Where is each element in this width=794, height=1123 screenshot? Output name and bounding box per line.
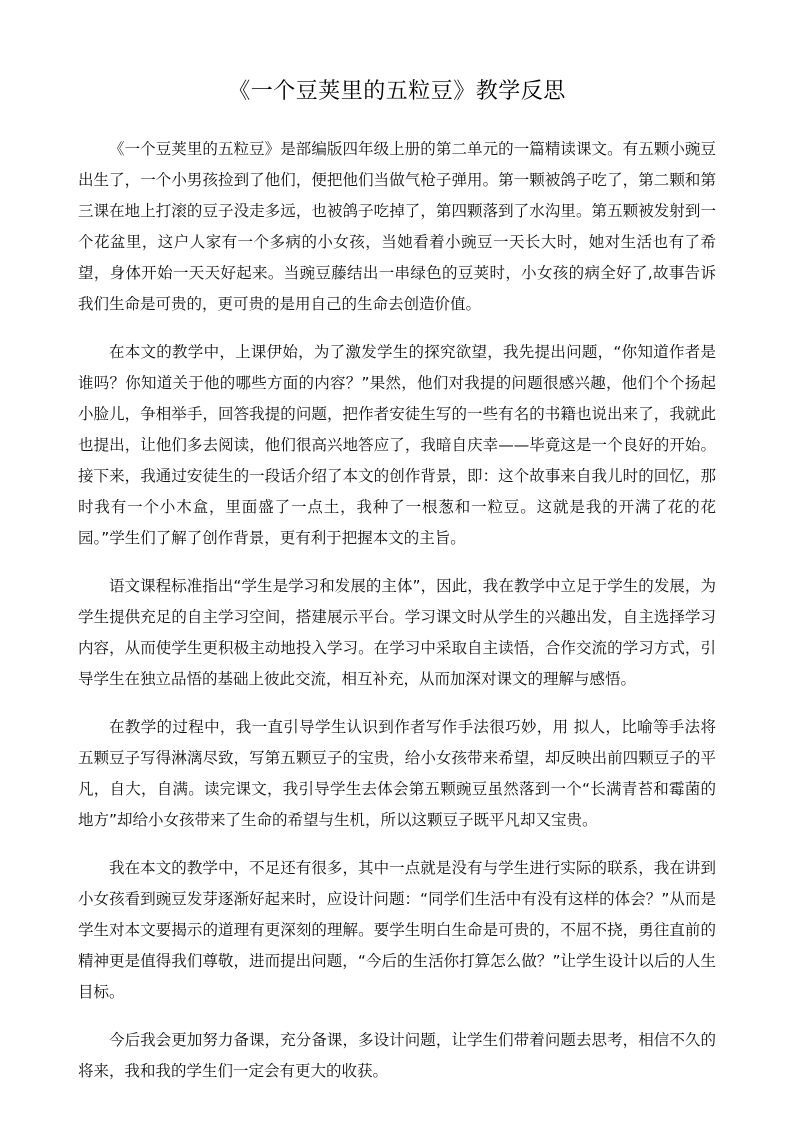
paragraph-teaching-opening: 在本文的教学中，上课伊始，为了激发学生的探究欲望，我先提出问题，“你知道作者是谁吗？你知道关于他的哪些方面的内容？”果然，他们对我提的问题很感兴趣，他们个个扬起小脸儿，争相举手，回答我提的问题，把作者安徒生写的一些有名的书籍也说出来了，我就此也提出，让他们多去阅读，他们很高兴地答应了，我暗自庆幸——毕竟这是一个良好的开始。接下来，我通过安徒生的一段话介绍了本文的创作背景，即：这个故事来自我儿时的回忆，那时我有一个小木盒，里面盛了一点土，我种了一根葱和一粒豆。这就是我的开满了花的花园。”学生们了解了创作背景，更有利于把握本文的主旨。	[78, 343, 716, 547]
paragraph-intro: 《一个豆荚里的五粒豆》是部编版四年级上册的第二单元的一篇精读课文。有五颗小豌豆出生了，一个小男孩捡到了他们，便把他们当做气枪子弹用。第一颗被鸽子吃了，第二颗和第三课在地上打滚的豆子没走多远，也被鸽子吃掉了，第四颗落到了水沟里。第五颗被发射到一个花盆里，这户人家有一个多病的小女孩，当她看着小豌豆一天长大时，她对生活也有了希望，身体开始一天天好起来。当豌豆藤结出一串绿色的豆荚时，小女孩的病全好了,故事告诉我们生命是可贵的，更可贵的是用自己的生命去创造价值。	[78, 140, 716, 313]
paragraph-curriculum-standard: 语文课程标准指出“学生是学习和发展的主体”，因此，我在教学中立足于学生的发展，为学生提供充足的自主学习空间，搭建展示平台。学习课文时从学生的兴趣出发，自主选择学习内容，从而使学生更积极主动地投入学习。在学习中采取自主读悟，合作交流的学习方式，引导学生在独立品悟的基础上彼此交流，相互补充，从而加深对课文的理解与感悟。	[78, 577, 716, 688]
paragraph-future-plan: 今后我会更加努力备课，充分备课，多设计问题，让学生们带着问题去思考，相信不久的将来，我和我的学生们一定会有更大的收获。	[78, 1031, 716, 1080]
paragraph-shortcomings: 我在本文的教学中，不足还有很多，其中一点就是没有与学生进行实际的联系，我在讲到小女孩看到豌豆发芽逐渐好起来时，应设计问题：“同学们生活中有没有这样的体会？”从而是学生对本文要揭示的道理有更深刻的理解。要学生明白生命是可贵的，不屈不挠，勇往直前的精神更是值得我们尊敬，进而提出问题，“今后的生活你打算怎么做？”让学生设计以后的人生目标。	[78, 859, 716, 1001]
document-title: 《一个豆荚里的五粒豆》教学反思	[228, 79, 566, 104]
paragraph-writing-technique: 在教学的过程中，我一直引导学生认识到作者写作手法很巧妙，用 拟人，比喻等手法将五颗豆子写得淋漓尽致，写第五颗豆子的宝贵，给小女孩带来希望，却反映出前四颗豆子的平凡，自大，自满。读完课文，我引导学生去体会第五颗豌豆虽然落到一个“长满青苔和霉菌的地方”却给小女孩带来了生命的希望与生机，所以这颗豆子既平凡却又宝贵。	[78, 718, 716, 829]
